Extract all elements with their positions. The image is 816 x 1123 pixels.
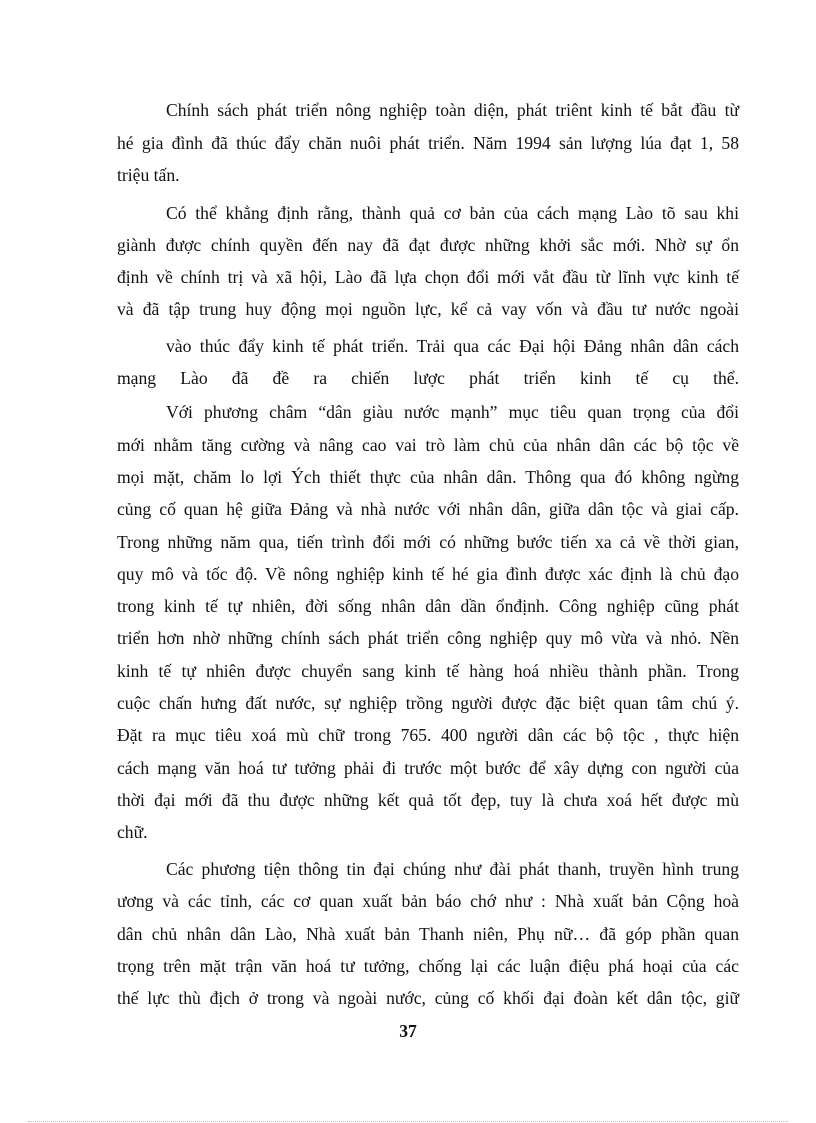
body-text-line: cách mạng văn hoá tư tưởng phải đi trước một bước để xây dựng con người của [117,758,739,778]
body-text-line: triệu tấn. [117,165,180,185]
body-text-line: Với phương châm “dân giàu nước mạnh” mục tiêu quan trọng của đổi [166,402,739,422]
footer-dotted-rule [28,1121,788,1122]
body-text-line: Có thể khẳng định rằng, thành quả cơ bản của cách mạng Lào tõ sau khi [166,203,739,223]
body-text-line: thế lực thù địch ở trong và ngoài nước, củng cố khối đại đoàn kết dân tộc, giữ [117,988,739,1008]
body-text-line: quy mô và tốc độ. Về nông nghiệp kinh tế hé gia đình được xác định là chủ đạo [117,564,739,584]
body-text-line: ương và các tỉnh, các cơ quan xuất bản báo chớ như : Nhà xuất bản Cộng hoà [117,891,739,911]
body-text-line: thời đại mới đã thu được những kết quả tốt đẹp, tuy là chưa xoá hết được mù [117,790,739,810]
body-text-line: trọng trên mặt trận văn hoá tư tưởng, chống lại các luận điệu phá hoại của các [117,956,739,976]
body-text-line: triển hơn nhờ những chính sách phát triển công nghiệp quy mô vừa và nhỏ. Nền [117,628,739,648]
body-text-line: dân chủ nhân dân Lào, Nhà xuất bản Thanh niên, Phụ nữ… đã góp phần quan [117,924,739,944]
body-text-line: cuộc chấn hưng đất nước, sự nghiệp trồng người được đặc biệt quan tâm chú ý. [117,693,739,713]
body-text-line: Chính sách phát triển nông nghiệp toàn diện, phát triênt kinh tế bắt đầu từ [166,100,739,120]
body-text-line: Đặt ra mục tiêu xoá mù chữ trong 765. 400 người dân các bộ tộc , thực hiện [117,725,739,745]
body-text-line: Trong những năm qua, tiến trình đổi mới có những bước tiến xa cả về thời gian, [117,532,739,552]
body-text-line: định về chính trị và xã hội, Lào đã lựa chọn đổi mới vắt đầu từ lĩnh vực kinh tế [117,267,739,287]
body-text-line: mới nhằm tăng cường và nâng cao vai trò làm chủ của nhân dân các bộ tộc về [117,435,739,455]
body-text-line: trong kinh tế tự nhiên, đời sống nhân dân dần ổnđịnh. Công nghiệp cũng phát [117,596,739,616]
page-number: 37 [399,1021,417,1041]
body-text-line: kinh tế tự nhiên được chuyển sang kinh tế hàng hoá nhiều thành phần. Trong [117,661,739,681]
body-text-line: vào thúc đẩy kinh tế phát triển. Trải qua các Đại hội Đảng nhân dân cách [166,336,739,356]
body-text-line: chữ. [117,822,148,842]
body-text-line: hé gia đình đã thúc đẩy chăn nuôi phát triển. Năm 1994 sản lượng lúa đạt 1, 58 [117,133,739,153]
body-text-line: mọi mặt, chăm lo lợi Ých thiết thực của nhân dân. Thông qua đó không ngừng [117,467,739,487]
body-text-line: và đã tập trung huy động mọi nguồn lực, kể cả vay vốn và đầu tư nước ngoài [117,299,739,319]
body-text-line: giành được chính quyền đến nay đã đạt được những khởi sắc mới. Nhờ sự ổn [117,235,739,255]
body-text-line: mạng Lào đã đề ra chiến lược phát triển kinh tế cụ thể. [117,368,739,388]
body-text-line: củng cố quan hệ giữa Đảng và nhà nước với nhân dân, giữa dân tộc và giai cấp. [117,499,739,519]
body-text-line: Các phương tiện thông tin đại chúng như đài phát thanh, truyền hình trung [166,859,739,879]
